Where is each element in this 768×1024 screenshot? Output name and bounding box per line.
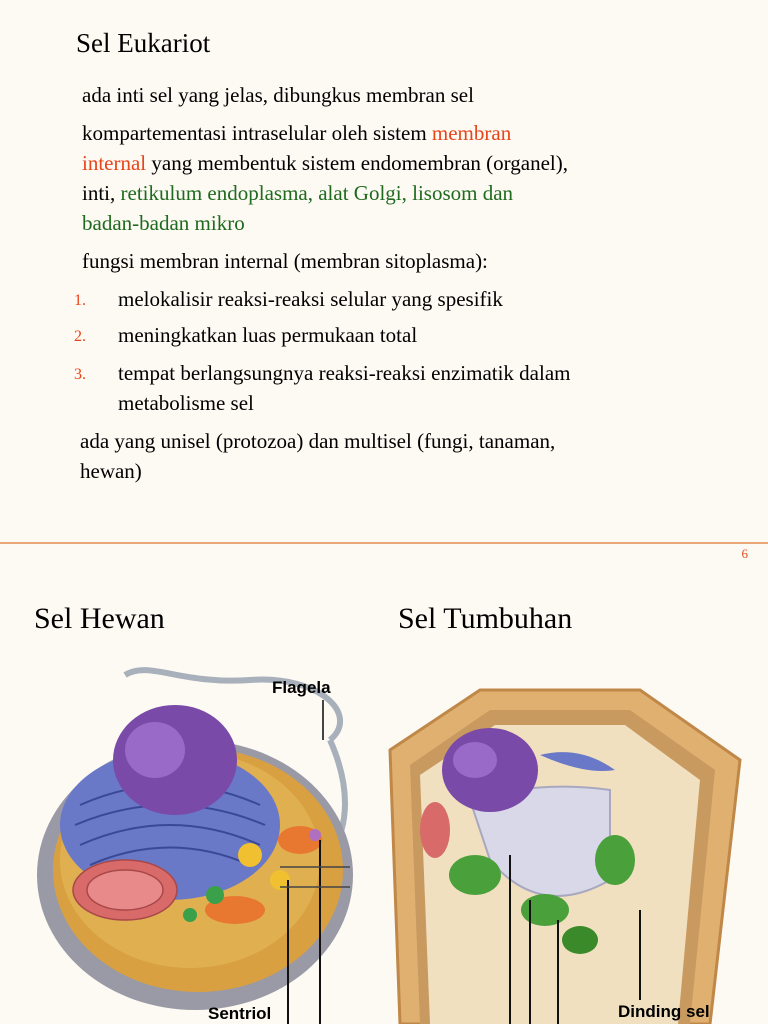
- text-line-3b: yang membentuk sistem endomembran (organel),: [146, 151, 568, 175]
- title-sel-hewan: Sel Hewan: [34, 602, 165, 635]
- list-item-2: meningkatkan luas permukaan total: [118, 323, 418, 347]
- highlight-internal: internal: [82, 151, 147, 175]
- list-item-3: tempat berlangsungnya reaksi-reaksi enzimatik dalam: [118, 361, 571, 385]
- text-line-4a: inti,: [82, 181, 121, 205]
- text-line-3: [82, 148, 568, 178]
- list-num-1: 1.: [74, 292, 86, 309]
- list-num-2: 2.: [74, 328, 86, 345]
- text-line-5: badan-badan mikro: [82, 211, 245, 235]
- list-num-3: 3.: [74, 366, 86, 383]
- highlight-organel: retikulum endoplasma, alat Golgi, lisosom dan: [120, 181, 514, 205]
- chloroplast-shape: [449, 855, 501, 895]
- list-item-1: melokalisir reaksi-reaksi selular yang spesifik: [118, 287, 503, 311]
- page-number: 6: [741, 546, 748, 561]
- text-line-1: ada inti sel yang jelas, dibungkus membran sel: [82, 83, 474, 107]
- slide-title: Sel Eukariot: [76, 28, 211, 58]
- text-line-6: fungsi membran internal (membran sitoplasma):: [82, 249, 488, 273]
- text-line-2: [82, 118, 511, 148]
- text-line-7: ada yang unisel (protozoa) dan multisel (fungi, tanaman,: [80, 429, 556, 453]
- label-flagela: Flagela: [272, 678, 331, 697]
- slide-divider: [0, 542, 768, 544]
- list-item-3-cont: metabolisme sel: [118, 391, 254, 415]
- golgi-shape: [73, 860, 177, 920]
- title-sel-tumbuhan: Sel Tumbuhan: [398, 602, 573, 635]
- label-dinding-sel: Dinding sel: [618, 1002, 710, 1021]
- label-sentriol: Sentriol: [208, 1004, 272, 1023]
- text-line-8: hewan): [80, 459, 142, 483]
- text-line-4: [82, 178, 513, 208]
- text-line-2a: kompartementasi intraselular oleh sistem: [82, 121, 432, 145]
- highlight-membran: membran: [431, 121, 512, 145]
- plant-cell-illustration: [380, 680, 768, 1024]
- animal-cell-illustration: [30, 655, 370, 1024]
